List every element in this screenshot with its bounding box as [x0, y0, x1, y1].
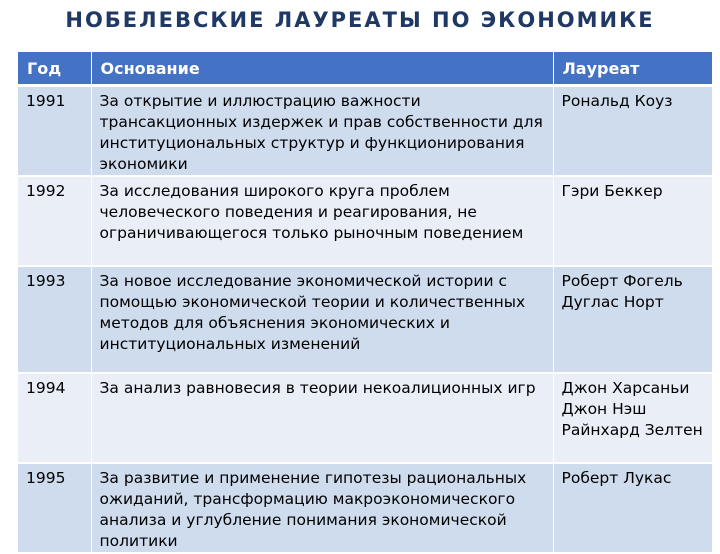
table-header-row	[18, 52, 712, 86]
table-row	[18, 266, 712, 373]
laureate-name: Гэри Беккер	[561, 182, 663, 200]
laureate-name: Рональд Коуз	[561, 92, 673, 110]
year-cell: 1993	[18, 266, 91, 373]
header-year: Год	[18, 52, 91, 86]
page-title: НОБЕЛЕВСКИЕ ЛАУРЕАТЫ ПО ЭКОНОМИКЕ	[65, 8, 655, 32]
laureate-name: Роберт Лукас	[561, 469, 672, 487]
laureate-name: Джон Нэш	[561, 400, 647, 418]
reason-cell: За открытие и иллюстрацию важности трансакционных издержек и прав собственности для институциональных структур и функционирования экономики	[91, 86, 553, 177]
table-row	[18, 176, 712, 266]
reason-cell: За анализ равновесия в теории некоалиционных игр	[91, 373, 553, 463]
laureate-name: Роберт Фогель	[561, 272, 683, 290]
laureates-table	[18, 52, 712, 554]
laureate-name: Джон Харсаньи	[561, 379, 690, 397]
year-cell: 1995	[18, 463, 91, 553]
laureate-cell	[553, 86, 712, 177]
laureate-cell	[553, 176, 712, 266]
header-reason: Основание	[91, 52, 553, 86]
table-row	[18, 373, 712, 463]
laureate-cell	[553, 373, 712, 463]
reason-cell: За исследования широкого круга проблем человеческого поведения и реагирования, не ограничивающегося только рыночным поведением	[91, 176, 553, 266]
laureate-cell	[553, 266, 712, 373]
laureate-name: Райнхард Зелтен	[561, 421, 703, 439]
laureate-name: Дуглас Норт	[561, 293, 664, 311]
year-cell: 1992	[18, 176, 91, 266]
reason-cell: За новое исследование экономической истории с помощью экономической теории и количественных методов для объяснения экономических и институциональных изменений	[91, 266, 553, 373]
reason-cell: За развитие и применение гипотезы рациональных ожиданий, трансформацию макроэкономического анализа и углубление понимания экономической политики	[91, 463, 553, 553]
year-cell: 1994	[18, 373, 91, 463]
header-laureate: Лауреат	[553, 52, 712, 86]
year-cell: 1991	[18, 86, 91, 177]
table-row	[18, 86, 712, 177]
